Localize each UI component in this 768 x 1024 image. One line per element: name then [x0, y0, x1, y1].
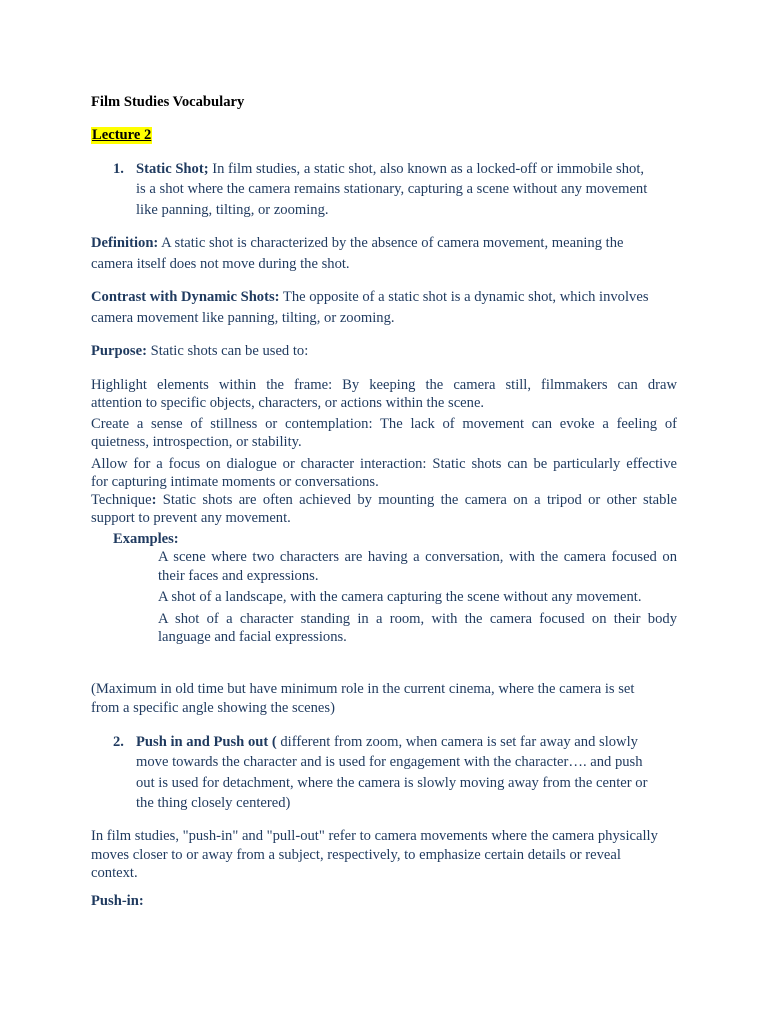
- purpose-line: [91, 343, 308, 360]
- push-in-heading: Push-in:: [91, 893, 144, 909]
- technique-line-2: support to prevent any movement.: [91, 510, 291, 526]
- purpose-1-line-2: attention to specific objects, characters, or actions within the scene.: [91, 395, 485, 411]
- contrast-line-2: camera movement like panning, tilting, or zooming.: [91, 310, 395, 326]
- contrast-text-1: The opposite of a static shot is a dynamic shot, which involves: [279, 289, 649, 305]
- pushpull-line-3: context.: [91, 865, 138, 881]
- list-number: 2.: [113, 734, 124, 750]
- technique-colon: :: [151, 492, 157, 508]
- note-line-2: from a specific angle showing the scenes): [91, 700, 335, 716]
- pushpull-line-2: moves closer to or away from a subject, respectively, to emphasize certain details or reveal: [91, 847, 621, 863]
- contrast-line-1: [91, 289, 649, 306]
- example-1-line-1: A scene where two characters are having a conversation, with the camera focused on: [158, 549, 677, 565]
- item1-line-2: is a shot where the camera remains stationary, capturing a scene without any movement: [136, 181, 648, 197]
- term-push-in-push-out: Push in and Push out (: [136, 734, 277, 750]
- technique-line-1: [91, 492, 677, 509]
- purpose-3-line-1: Allow for a focus on dialogue or character interaction: Static shots can be particularly effective: [91, 456, 677, 472]
- contrast-label: Contrast with Dynamic Shots:: [91, 289, 280, 305]
- purpose-2-line-1: Create a sense of stillness or contemplation: The lack of movement can evoke a feeling of: [91, 416, 677, 432]
- example-2-line-1: A shot of a landscape, with the camera capturing the scene without any movement.: [158, 589, 642, 605]
- term-static-shot: Static Shot;: [136, 161, 209, 177]
- item2-text-1: different from zoom, when camera is set far away and slowly: [276, 734, 638, 750]
- example-3-line-2: language and facial expressions.: [158, 629, 347, 645]
- purpose-3-line-2: for capturing intimate moments or conversations.: [91, 474, 379, 490]
- purpose-text: Static shots can be used to:: [146, 343, 309, 359]
- lecture-heading: Lecture 2: [92, 127, 152, 143]
- purpose-1-line-1: Highlight elements within the frame: By keeping the camera still, filmmakers can draw: [91, 377, 677, 393]
- item2-line-1: [136, 734, 638, 751]
- technique-text-1: Static shots are often achieved by mounting the camera on a tripod or other stable: [156, 492, 677, 508]
- item1-line-3: like panning, tilting, or zooming.: [136, 202, 329, 218]
- purpose-label: Purpose:: [91, 343, 147, 359]
- example-1-line-2: their faces and expressions.: [158, 568, 319, 584]
- definition-line-1: [91, 235, 624, 252]
- item1-line-1: [136, 161, 644, 178]
- list-number: 1.: [113, 161, 124, 177]
- item2-line-2: move towards the character and is used for engagement with the character…. and push: [136, 754, 643, 770]
- item2-line-3: out is used for detachment, where the camera is slowly moving away from the center or: [136, 775, 648, 791]
- example-3-line-1: A shot of a character standing in a room, with the camera focused on their body: [158, 611, 677, 627]
- examples-label: Examples:: [113, 531, 179, 547]
- item2-line-4: the thing closely centered): [136, 795, 291, 811]
- technique-label: Technique: [91, 492, 152, 508]
- pushpull-line-1: In film studies, "push-in" and "pull-out" refer to camera movements where the camera physically: [91, 828, 658, 844]
- note-line-1: (Maximum in old time but have minimum role in the current cinema, where the camera is set: [91, 681, 635, 697]
- definition-label: Definition:: [91, 235, 159, 251]
- document-title: Film Studies Vocabulary: [91, 94, 245, 110]
- purpose-2-line-2: quietness, introspection, or stability.: [91, 434, 302, 450]
- item1-text-1: In film studies, a static shot, also known as a locked-off or immobile shot,: [208, 161, 645, 177]
- definition-line-2: camera itself does not move during the shot.: [91, 256, 350, 272]
- definition-text-1: A static shot is characterized by the absence of camera movement, meaning the: [158, 235, 624, 251]
